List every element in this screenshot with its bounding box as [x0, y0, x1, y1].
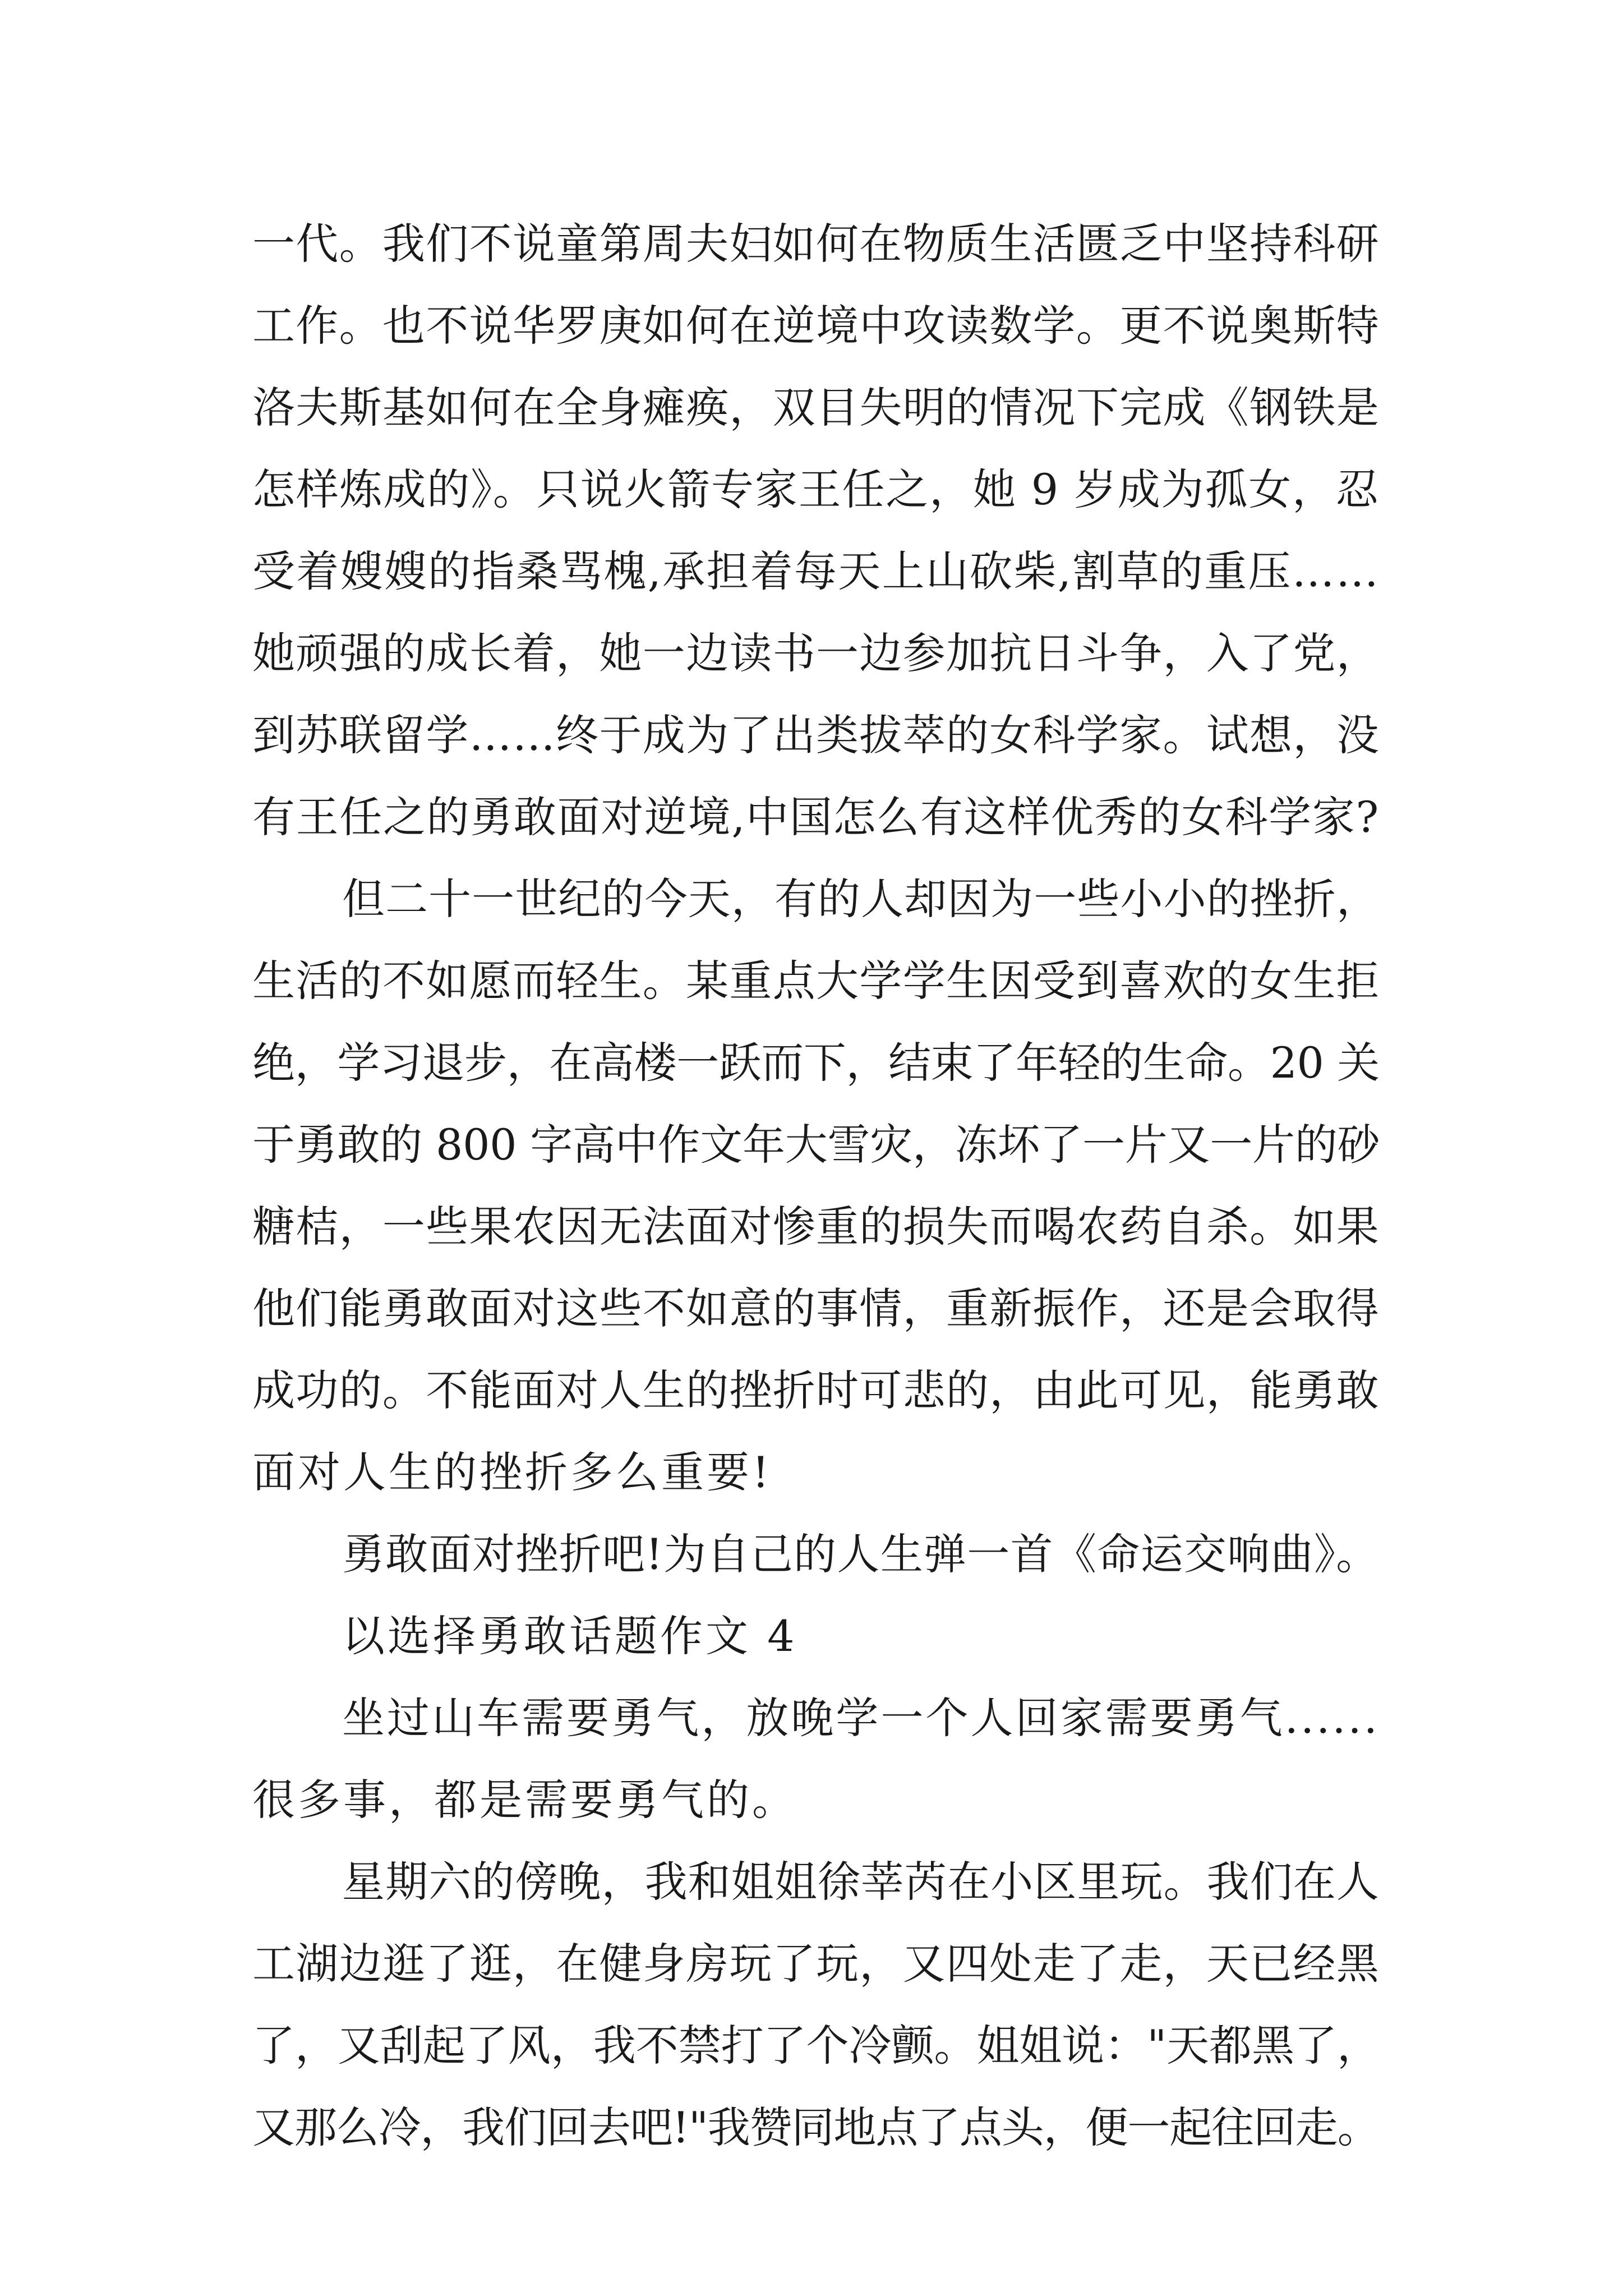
text-line: 面对人生的挫折多么重要!	[252, 1447, 772, 1497]
text-line: 受着嫂嫂的指桑骂槐,承担着每天上山砍柴,割草的重压……	[252, 546, 1380, 596]
text-line: 以选择勇敢话题作文 4	[342, 1611, 797, 1661]
text-line: 了，又刮起了风，我不禁打了个冷颤。姐姐说："天都黑了，	[252, 2021, 1380, 2070]
text-line: 成功的。不能面对人生的挫折时可悲的，由此可见，能勇敢	[252, 1365, 1380, 1415]
text-line: 到苏联留学……终于成为了出类拔萃的女科学家。试想，没	[252, 710, 1380, 760]
body-text	[252, 203, 1380, 2169]
text-line: 坐过山车需要勇气，放晚学一个人回家需要勇气......	[342, 1693, 1380, 1743]
text-line: 很多事，都是需要勇气的。	[252, 1775, 797, 1825]
text-line: 又那么冷，我们回去吧!"我赞同地点了点头，便一起往回走。	[252, 2102, 1380, 2152]
text-line: 于勇敢的 800 字高中作文年大雪灾，冻坏了一片又一片的砂	[252, 1120, 1380, 1170]
text-line: 工湖边逛了逛，在健身房玩了玩，又四处走了走，天已经黑	[252, 1939, 1380, 1989]
text-line: 但二十一世纪的今天，有的人却因为一些小小的挫折，	[342, 874, 1380, 924]
text-line: 生活的不如愿而轻生。某重点大学学生因受到喜欢的女生拒	[252, 956, 1380, 1006]
text-line: 有王任之的勇敢面对逆境,中国怎么有这样优秀的女科学家?	[252, 792, 1380, 842]
text-line: 洛夫斯基如何在全身瘫痪，双目失明的情况下完成《钢铁是	[252, 383, 1380, 432]
text-line: 她顽强的成长着，她一边读书一边参加抗日斗争，入了党，	[252, 628, 1380, 678]
text-line: 糖桔，一些果农因无法面对惨重的损失而喝农药自杀。如果	[252, 1202, 1380, 1251]
text-line: 勇敢面对挫折吧!为自己的人生弹一首《命运交响曲》。	[342, 1529, 1380, 1579]
text-line: 怎样炼成的》。只说火箭专家王任之，她 9 岁成为孤女，忍	[252, 464, 1380, 514]
text-line: 一代。我们不说童第周夫妇如何在物质生活匮乏中坚持科研	[252, 219, 1380, 269]
text-line: 星期六的傍晚，我和姐姐徐莘芮在小区里玩。我们在人	[342, 1857, 1380, 1907]
text-line: 绝，学习退步，在高楼一跃而下，结束了年轻的生命。20 关	[252, 1038, 1380, 1088]
text-line: 工作。也不说华罗庚如何在逆境中攻读数学。更不说奥斯特	[252, 301, 1380, 351]
text-line: 他们能勇敢面对这些不如意的事情，重新振作，还是会取得	[252, 1283, 1380, 1333]
